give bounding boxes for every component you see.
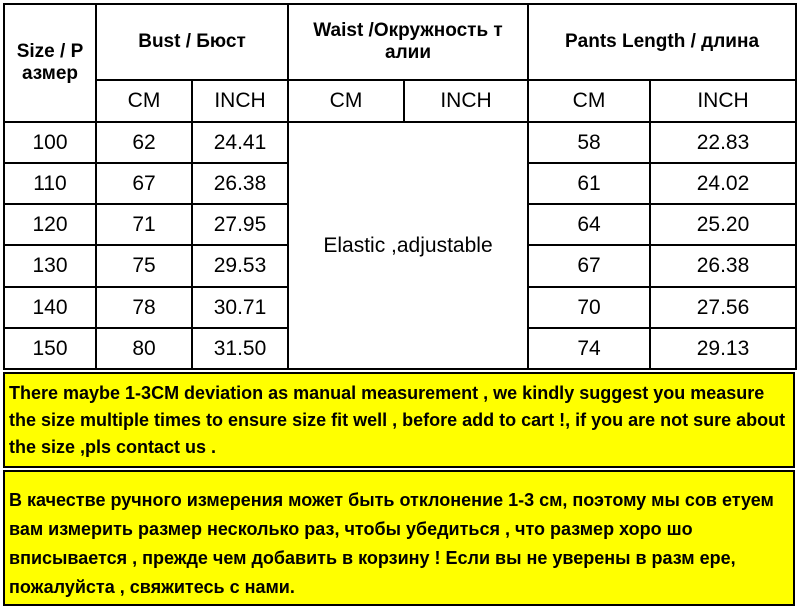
size-cell: 100 — [4, 122, 96, 163]
unit-header-row — [4, 80, 796, 122]
pants-cm-cell: 58 — [528, 122, 650, 163]
pants-inch-cell: 27.56 — [650, 287, 796, 328]
bust-cm-cell: 78 — [96, 287, 192, 328]
pants-length-header: Pants Length / длина — [528, 4, 796, 80]
pants-inch-cell: 24.02 — [650, 163, 796, 204]
bust-cm-cell: 67 — [96, 163, 192, 204]
waist-inch-header: INCH — [404, 80, 528, 122]
size-cell: 150 — [4, 328, 96, 369]
pants-inch-cell: 25.20 — [650, 204, 796, 245]
size-cell: 140 — [4, 287, 96, 328]
pants-inch-cell: 29.13 — [650, 328, 796, 369]
bust-inch-header: INCH — [192, 80, 288, 122]
bust-cm-header: CM — [96, 80, 192, 122]
bust-cm-cell: 75 — [96, 245, 192, 287]
pants-cm-cell: 67 — [528, 245, 650, 287]
pants-cm-cell: 64 — [528, 204, 650, 245]
bust-inch-cell: 27.95 — [192, 204, 288, 245]
size-cell: 120 — [4, 204, 96, 245]
pants-inch-header: INCH — [650, 80, 796, 122]
bust-inch-cell: 30.71 — [192, 287, 288, 328]
size-table — [3, 3, 797, 370]
english-measurement-note: There maybe 1-3CM deviation as manual measurement , we kindly suggest you measure the size multiple times to ensure size fit well , before add to cart !, if you are not sure about the size ,pls contact us . — [3, 372, 795, 468]
waist-elastic-cell: Elastic ,adjustable — [288, 122, 528, 369]
size-cell: 110 — [4, 163, 96, 204]
pants-cm-cell: 61 — [528, 163, 650, 204]
russian-measurement-note: В качестве ручного измерения может быть отклонение 1-3 см, поэтому мы сов етуем вам измерить размер несколько раз, чтобы убедиться , что размер хоро шо вписывается , прежде чем добавить в корзину ! Если вы не уверены в разм ере, пожалуйста , свяжитесь с нами. — [3, 470, 795, 606]
waist-cm-header: CM — [288, 80, 404, 122]
bust-header: Bust / Бюст — [96, 4, 288, 80]
pants-cm-header: CM — [528, 80, 650, 122]
pants-cm-cell: 74 — [528, 328, 650, 369]
bust-cm-cell: 62 — [96, 122, 192, 163]
pants-inch-cell: 26.38 — [650, 245, 796, 287]
bust-inch-cell: 31.50 — [192, 328, 288, 369]
size-header: Size / Р азмер — [4, 4, 96, 122]
bust-inch-cell: 29.53 — [192, 245, 288, 287]
bust-inch-cell: 24.41 — [192, 122, 288, 163]
pants-cm-cell: 70 — [528, 287, 650, 328]
header-row — [4, 4, 796, 80]
bust-cm-cell: 80 — [96, 328, 192, 369]
bust-cm-cell: 71 — [96, 204, 192, 245]
waist-header: Waist /Окружность т алии — [288, 4, 528, 80]
pants-inch-cell: 22.83 — [650, 122, 796, 163]
size-cell: 130 — [4, 245, 96, 287]
table-row — [4, 122, 796, 163]
bust-inch-cell: 26.38 — [192, 163, 288, 204]
